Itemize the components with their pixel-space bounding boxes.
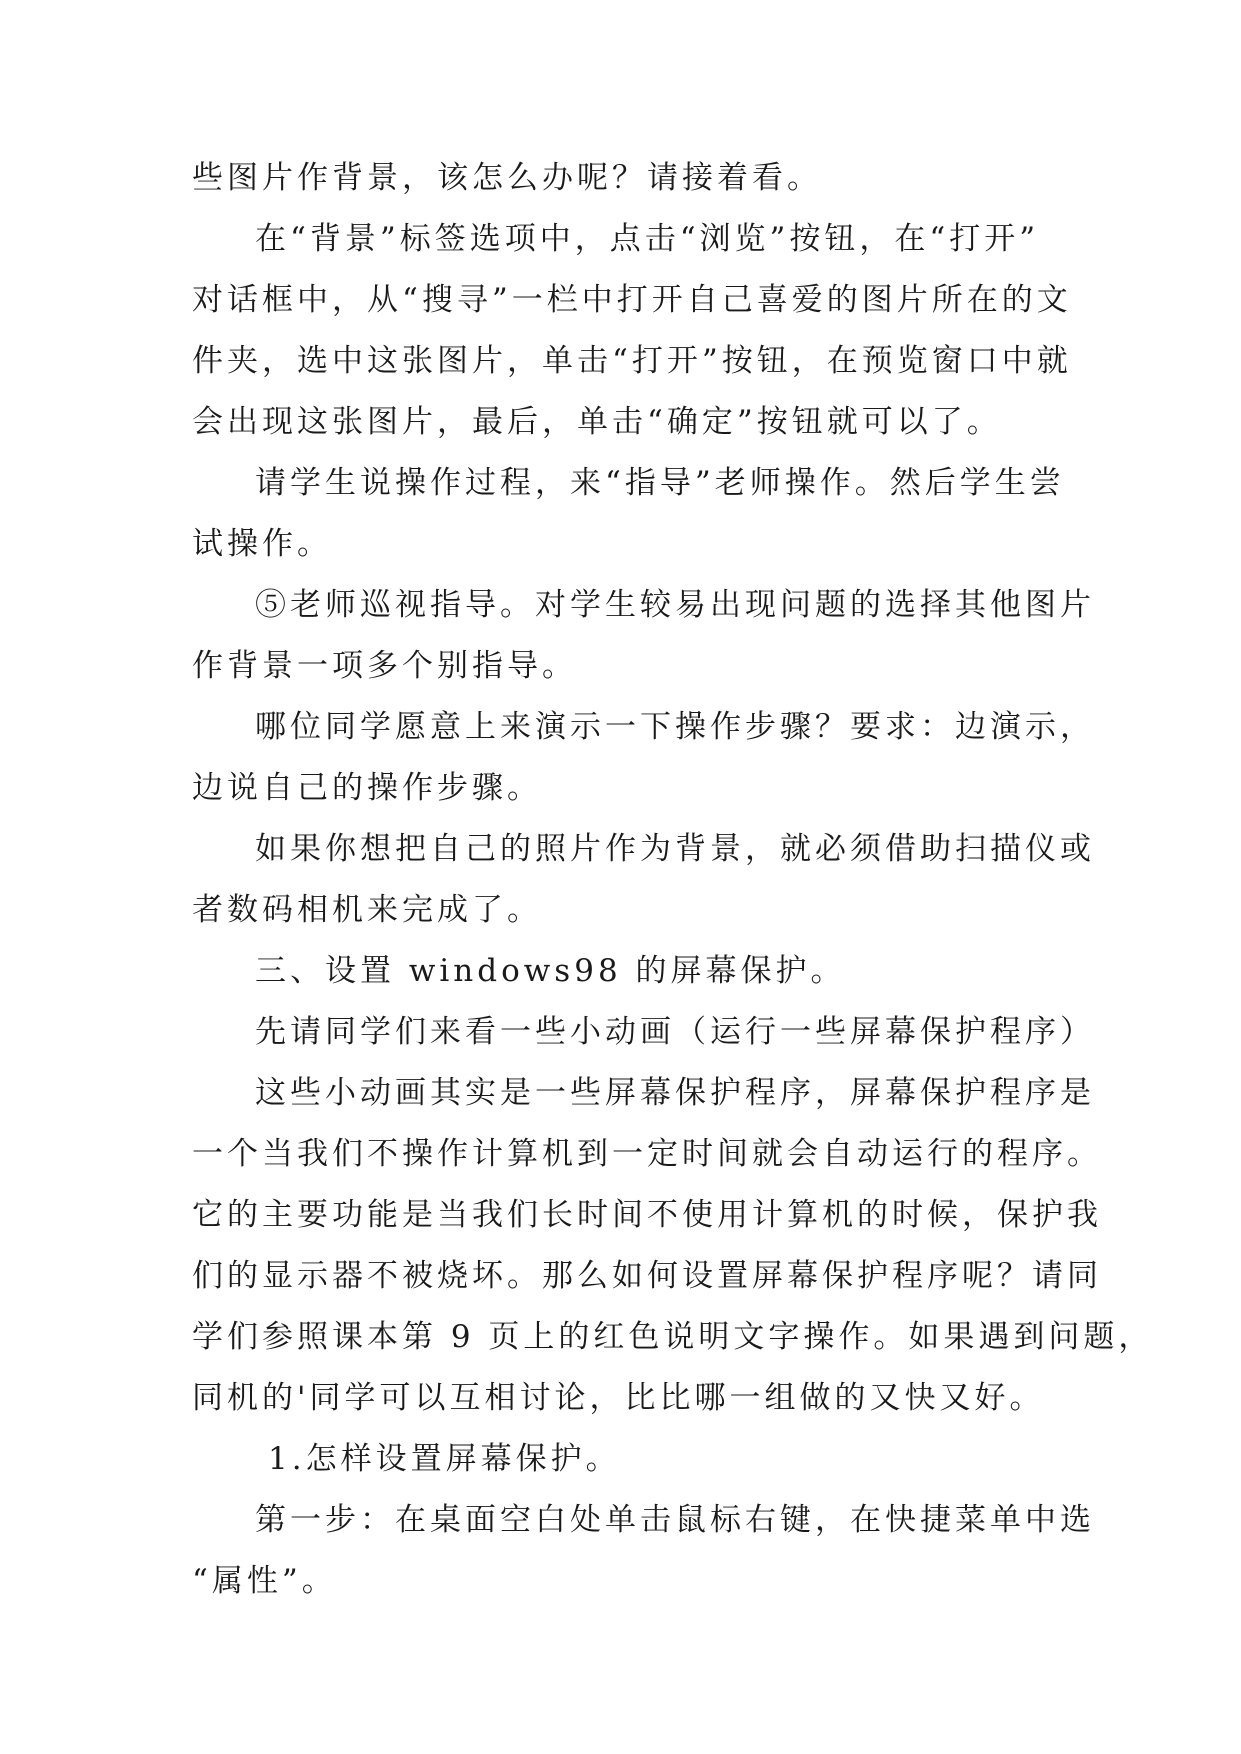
text-line: 如果你想把自己的照片作为背景，就必须借助扫描仪或 [255,831,1095,867]
text-line: 们的显示器不被烧坏。那么如何设置屏幕保护程序呢？请同 [192,1258,1102,1294]
text-line: 作背景一项多个别指导。 [192,648,577,684]
text-line: 请学生说操作过程，来“指导”老师操作。然后学生尝 [255,465,1065,501]
text-line: 这些小动画其实是一些屏幕保护程序，屏幕保护程序是 [255,1075,1095,1111]
text-line: 第一步：在桌面空白处单击鼠标右键，在快捷菜单中选 [255,1502,1095,1538]
text-line: 些图片作背景，该怎么办呢？请接着看。 [192,160,822,196]
text-line: 先请同学们来看一些小动画（运行一些屏幕保护程序） [255,1014,1095,1050]
text-line: 学们参照课本第 9 页上的红色说明文字操作。如果遇到问题， [192,1319,1154,1355]
text-line: 者数码相机来完成了。 [192,892,542,928]
text-line: 哪位同学愿意上来演示一下操作步骤？要求：边演示， [255,709,1095,745]
text-line: 一个当我们不操作计算机到一定时间就会自动运行的程序。 [192,1136,1102,1172]
text-line: 会出现这张图片，最后，单击“确定”按钮就可以了。 [192,404,1002,440]
text-line: 在“背景”标签选项中，点击“浏览”按钮，在“打开” [255,221,1040,257]
section-heading: 三、设置 windows98 的屏幕保护。 [255,953,846,989]
text-line: 同机的'同学可以互相讨论，比比哪一组做的又快又好。 [192,1380,1045,1416]
text-line: 试操作。 [192,526,332,562]
text-line: 件夹，选中这张图片，单击“打开”按钮，在预览窗口中就 [192,343,1072,379]
text-line: 它的主要功能是当我们长时间不使用计算机的时候，保护我 [192,1197,1102,1233]
text-line: ⑤老师巡视指导。对学生较易出现问题的选择其他图片 [255,587,1095,623]
text-line: 对话框中，从“搜寻”一栏中打开自己喜爱的图片所在的文 [192,282,1072,318]
subsection-heading: 1.怎样设置屏幕保护。 [268,1441,621,1477]
text-line: 边说自己的操作步骤。 [192,770,542,806]
text-line: “属性”。 [192,1563,337,1599]
